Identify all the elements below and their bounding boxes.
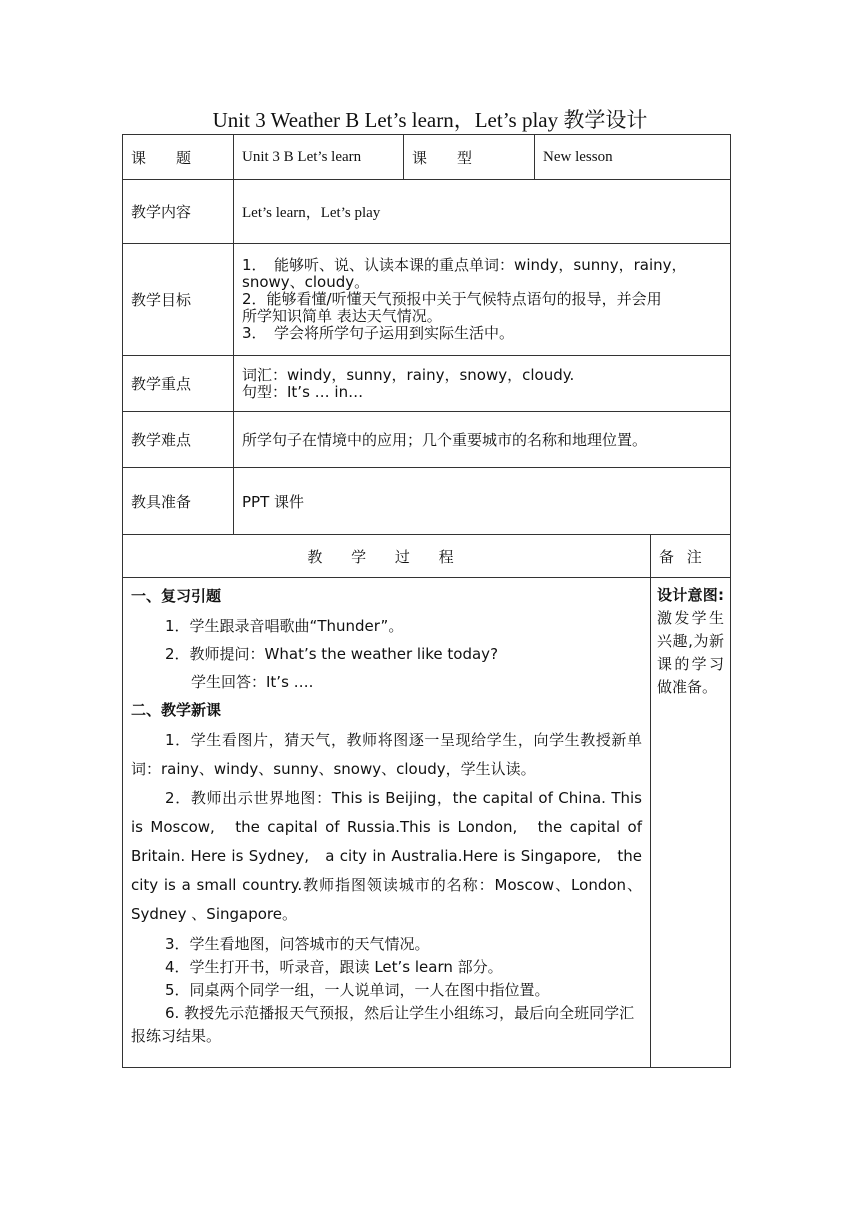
goal-line: 1． 能够听、说、认读本课的重点单词：windy，sunny，rainy， bbox=[242, 256, 687, 274]
new-lesson-item-2: 2．教师出示世界地图：This is Beijing，the capital of China. This is Moscow, the capital of Russia.This is London, the capital of Britain. Here is Sydney, a city in Australia.Here is Singapore, the city is a small country.教师指图领读城市的名称：Moscow、London、Sydney 、Singapore。 bbox=[131, 789, 642, 923]
new-lesson-item-6: 6. 教授先示范播报天气预报，然后让学生小组练习，最后向全班同学汇报练习结果。 bbox=[131, 1004, 635, 1045]
document-title: Unit 3 Weather B Let’s learn，Let’s play 教学设计 bbox=[212, 108, 648, 132]
content-row bbox=[123, 180, 731, 244]
topic-value: Unit 3 B Let’s learn bbox=[234, 135, 404, 180]
lesson-plan-table bbox=[122, 134, 731, 1068]
new-lesson-item-4: 4．学生打开书，听录音，跟读 Let’s learn 部分。 bbox=[165, 958, 503, 976]
type-value: New lesson bbox=[535, 135, 731, 180]
key-points-row bbox=[123, 356, 731, 412]
design-note bbox=[651, 578, 731, 1068]
notes-header: 备 注 bbox=[651, 535, 731, 578]
goals-row bbox=[123, 244, 731, 356]
process-content bbox=[123, 578, 651, 1068]
review-item-1: 1．学生跟录音唱歌曲“Thunder”。 bbox=[165, 617, 404, 635]
topic-label: 课 题 bbox=[123, 135, 234, 180]
goals-value bbox=[234, 244, 731, 356]
section-new-lesson-title: 二、教学新课 bbox=[131, 701, 222, 719]
goal-line: 3． 学会将所学句子运用到实际生活中。 bbox=[242, 324, 515, 342]
process-header-row bbox=[123, 535, 731, 578]
tools-row bbox=[123, 468, 731, 535]
section-review-title: 一、复习引题 bbox=[131, 587, 222, 605]
process-header: 教 学 过 程 bbox=[123, 535, 651, 578]
difficult-points-label: 教学难点 bbox=[123, 412, 234, 468]
design-note-label: 设计意图: bbox=[657, 586, 725, 604]
new-lesson-item-1: 1．学生看图片，猜天气，教师将图逐一呈现给学生，向学生教授新单词：rainy、windy、sunny、snowy、cloudy，学生认读。 bbox=[131, 731, 642, 778]
goal-line: 所学知识简单 表达天气情况。 bbox=[242, 307, 442, 325]
type-label: 课 型 bbox=[404, 135, 535, 180]
key-line: 句型：It’s … in… bbox=[242, 382, 364, 401]
goal-line: snowy、cloudy。 bbox=[242, 273, 370, 291]
key-points-label: 教学重点 bbox=[123, 356, 234, 412]
goal-line: 2．能够看懂/听懂天气预报中关于气候特点语句的报导，并会用 bbox=[242, 290, 662, 308]
difficult-points-value: 所学句子在情境中的应用；几个重要城市的名称和地理位置。 bbox=[234, 412, 731, 468]
key-points-value bbox=[234, 356, 731, 412]
content-label: 教学内容 bbox=[123, 180, 234, 244]
design-note-text: 激发学生兴趣,为新课的学习做准备。 bbox=[657, 609, 725, 696]
tools-label: 教具准备 bbox=[123, 468, 234, 535]
key-line: 词汇：windy，sunny，rainy，snowy，cloudy. bbox=[242, 365, 575, 384]
tools-value: PPT 课件 bbox=[234, 468, 731, 535]
goals-label: 教学目标 bbox=[123, 244, 234, 356]
topic-row bbox=[123, 135, 731, 180]
content-value: Let’s learn，Let’s play bbox=[234, 180, 731, 244]
new-lesson-item-3: 3．学生看地图，问答城市的天气情况。 bbox=[165, 935, 430, 953]
review-item-2: 2．教师提问：What’s the weather like today? bbox=[165, 645, 499, 663]
difficult-points-row bbox=[123, 412, 731, 468]
process-row bbox=[123, 578, 731, 1068]
new-lesson-item-5: 5．同桌两个同学一组，一人说单词，一人在图中指位置。 bbox=[165, 981, 550, 999]
review-item-2-answer: 学生回答：It’s …. bbox=[191, 673, 314, 691]
